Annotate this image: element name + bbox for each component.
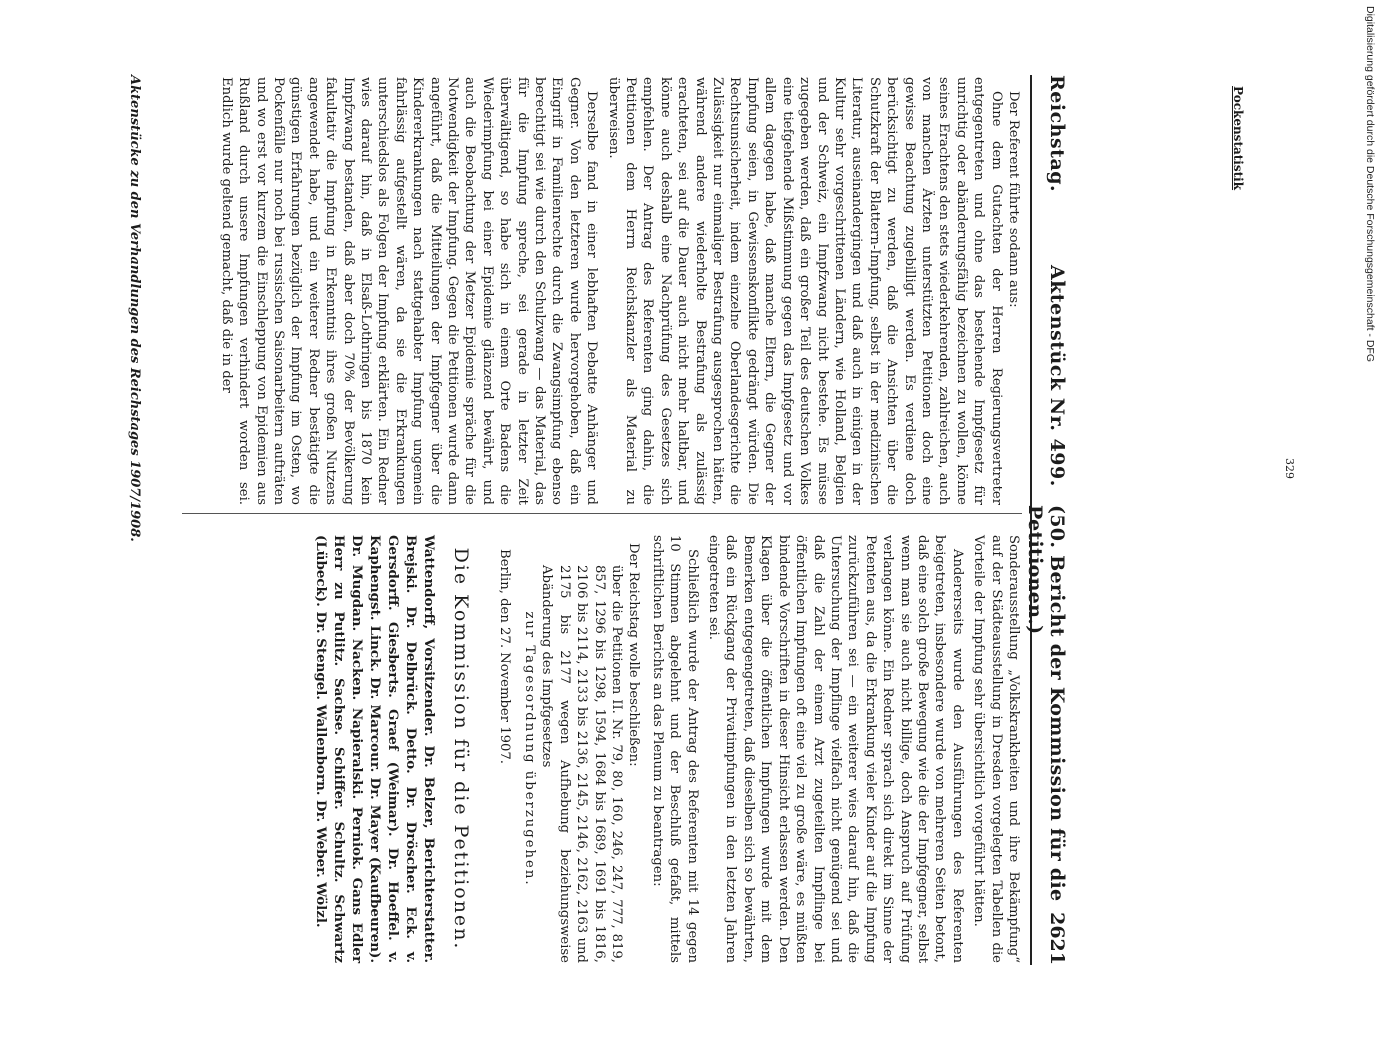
paragraph: Schließlich wurde der Antrag des Referenten mit 14 gegen 10 Stimmen abgelehnt und der Beschluß gefaßt, mittels schriftlichen Berichts an das Plenum zu beantragen:: [649, 535, 700, 963]
decision-block: [495, 535, 642, 963]
commission-title: Die Kommission für die Petitionen.: [450, 547, 473, 951]
document-page: [100, 45, 1100, 1045]
page-number: 2621: [1046, 912, 1068, 965]
left-column: [217, 77, 1022, 505]
header-document-number: Aktenstück Nr. 499.: [1046, 265, 1068, 487]
decision-lead: Der Reichstag wolle beschließen:: [626, 543, 642, 767]
marginal-keyword: Pockenstatistik: [1231, 86, 1245, 191]
commission-members: Wattendorff, Vorsitzender. Dr. Belzer, Berichterstatter. Brejski. Dr. Delbrück. Detto. Dr. Dröscher. Eck. v. Gersdorff. Giesberts. Graef (Weimar). Dr. Hoeffel. v. Kaphengst. Linck. Dr. Marcour. Dr. Mayer (Kaufbeuren). Dr. Mugdan. Nacken. Napieralski. Perniok. Gans Edler Herr zu Putlitz. Sachse. Schiffer. Schultz. Schwartz (Lübeck). Dr. Stengel. Wallenborn. Dr. Weber. Wölzl.: [312, 535, 437, 963]
decision-conclusion: zur Tagesordnung überzugehen.: [522, 611, 538, 887]
column-divider: [182, 513, 1022, 514]
decision-date: Berlin, den 27. November 1907.: [496, 549, 512, 764]
right-column: [312, 535, 1022, 963]
header-left: Reichstag.: [1046, 75, 1068, 193]
folio-number: 329: [1283, 458, 1296, 479]
paragraph: Der Referent führte sodann aus:: [1006, 91, 1021, 308]
digitization-note-text: Digitalisierung gefördert durch die Deutsche Forschungsgemeinschaft - DFG: [1364, 6, 1376, 363]
paragraph: Sonderausstellung „Volkskrankheiten und ihre Bekämpfung“ auf der Städteausstellung in Dresden vorgelegten Tabellen die Vorteile der Impfung sehr übersichtlich vorgeführt hätten.: [971, 535, 1021, 963]
paragraph: Ohne dem Gutachten der Herren Regierungsvertreter entgegentreten und ohne das bestehende Impfgesetz für unrichtig oder abänderungsfähig bezeichnen zu wollen, könne seines Erachtens den stets wiederkehrenden, zahlreichen, auch von manchen Ärzten unterstützten Petitionen doch eine gewisse Beachtung zugebilligt werden. Es verdiene doch berücksichtigt zu werden, daß die Ansichten über die Schutzkraft der Blattern-Impfung, selbst in der medizinischen Literatur, auseinandergingen und daß auch in einigen in der Kultur sehr vorgeschrittenen Ländern, wie Holland, Belgien und der Schweiz, ein Impfzwang nicht bestehe. Es müsse zugegeben werden, daß ein großer Teil des deutschen Volkes eine tiefgehende Mißstimmung gegen das Impfgesetz und vor allem dagegen habe, daß manche Eltern, die Gegner der Impfung seien, in Gewissenskonflikte gedrängt würden. Die Rechtsunsicherheit, indem einzelne Oberlandesgerichte die Zulässigkeit nur einmaliger Bestrafung ausgesprochen hätten, während andere wiederholte Bestrafung als zulässig erachteten, sei auf die Dauer auch nicht mehr haltbar, und könne auch deshalb eine Nachprüfung des Gesetzes sich empfehlen. Der Antrag des Referenten ging dahin, die Petitionen dem Herrn Reichskanzler als Material zu überweisen.: [605, 77, 1004, 505]
paragraph: Derselbe fand in einer lebhaften Debatte Anhänger und Gegner. Von den letzteren wurde hervorgehoben, daß ein Eingriff in Familienrechte durch die Zwangsimpfung ebenso berechtigt sei wie durch den Schulzwang — das Material, das für die Impfung spreche, sei gerade in letzter Zeit überwältigend, so habe sich in einem Orte Badens die Wiederimpfung bei einer Epidemie glänzend bewährt, und auch die Beobachtung der Metzer Epidemie spräche für die Notwendigkeit der Impfung. Gegen die Petitionen wurde dann angeführt, daß die Mitteilungen der Impfgegner über die Kindererkrankungen nach stattgehabter Impfung ungemein fahrlässig aufgestellt wären, da sie die Erkrankungen unterschiedslos als Folgen der Impfung erklärten. Ein Redner wies darauf hin, daß in Elsaß-Lothringen bis 1870 kein Impfzwang bestanden, daß aber doch 70% der Bevölkerung fakultativ die Impfung in Erkenntnis ihres großen Nutzens angewendet habe, und ein weiterer Redner bestätigte die günstigen Erfahrungen bezüglich der Impfung im Osten, wo Pockenfälle nur noch bei russischen Saisonarbeitern aufträten und wo erst vor kurzem die Einschleppung von Epidemien aus Rußland durch unsere Impfungen verhindert worden sei. Endlich wurde geltend gemacht, daß die in der: [218, 77, 600, 505]
header-section: (50. Bericht der Kommission für die Petitionen.): [1024, 505, 1068, 902]
paragraph: Andererseits wurde den Ausführungen des Referenten beigetreten, insbesondere wurde von mehreren Seiten betont, daß eine solch große Bewegung wie die der Impfgegner, selbst wenn man sie auch nicht billige, doch Anspruch auf Prüfung verlangen könne. Ein Redner sprach sich direkt im Sinne der Petenten aus, da die Erkrankung vieler Kinder auf die Impfung zurückzuführen sei — ein weiterer wies darauf hin, daß die Untersuchung der Impflinge vielfach nicht genügend sei und daß die Zahl der einem Arzt zugeteilten Impflinge bei öffentlichen Impfungen oft eine viel zu große wäre, es müßten bindende Vorschriften in dieser Hinsicht erlassen werden. Den Klagen über die öffentlichen Impfungen wurde mit dem Bemerken entgegengetreten, daß dieselben sich so bewährten, daß ein Rückgang der Privatimpfungen in den letzten Jahren eingetreten sei.: [706, 535, 965, 963]
page-footer: Aktenstücke zu den Verhandlungen des Reichstages 1907/1908.: [127, 75, 142, 542]
decision-item: über die Petitionen II. Nr. 79, 80, 160, 246, 247, 777, 819, 857, 1296 bis 1298, 1594, 1684 bis 1689, 1691 bis 1816, 2106 bis 2114, 2133 bis 2136, 2145, 2146, 2162, 2163 und 2175 bis 2177 wegen Aufhebung beziehungsweise Abänderung des Impfgesetzes: [539, 565, 625, 963]
page-header: [1024, 75, 1072, 965]
digitization-note: [1363, 6, 1379, 996]
